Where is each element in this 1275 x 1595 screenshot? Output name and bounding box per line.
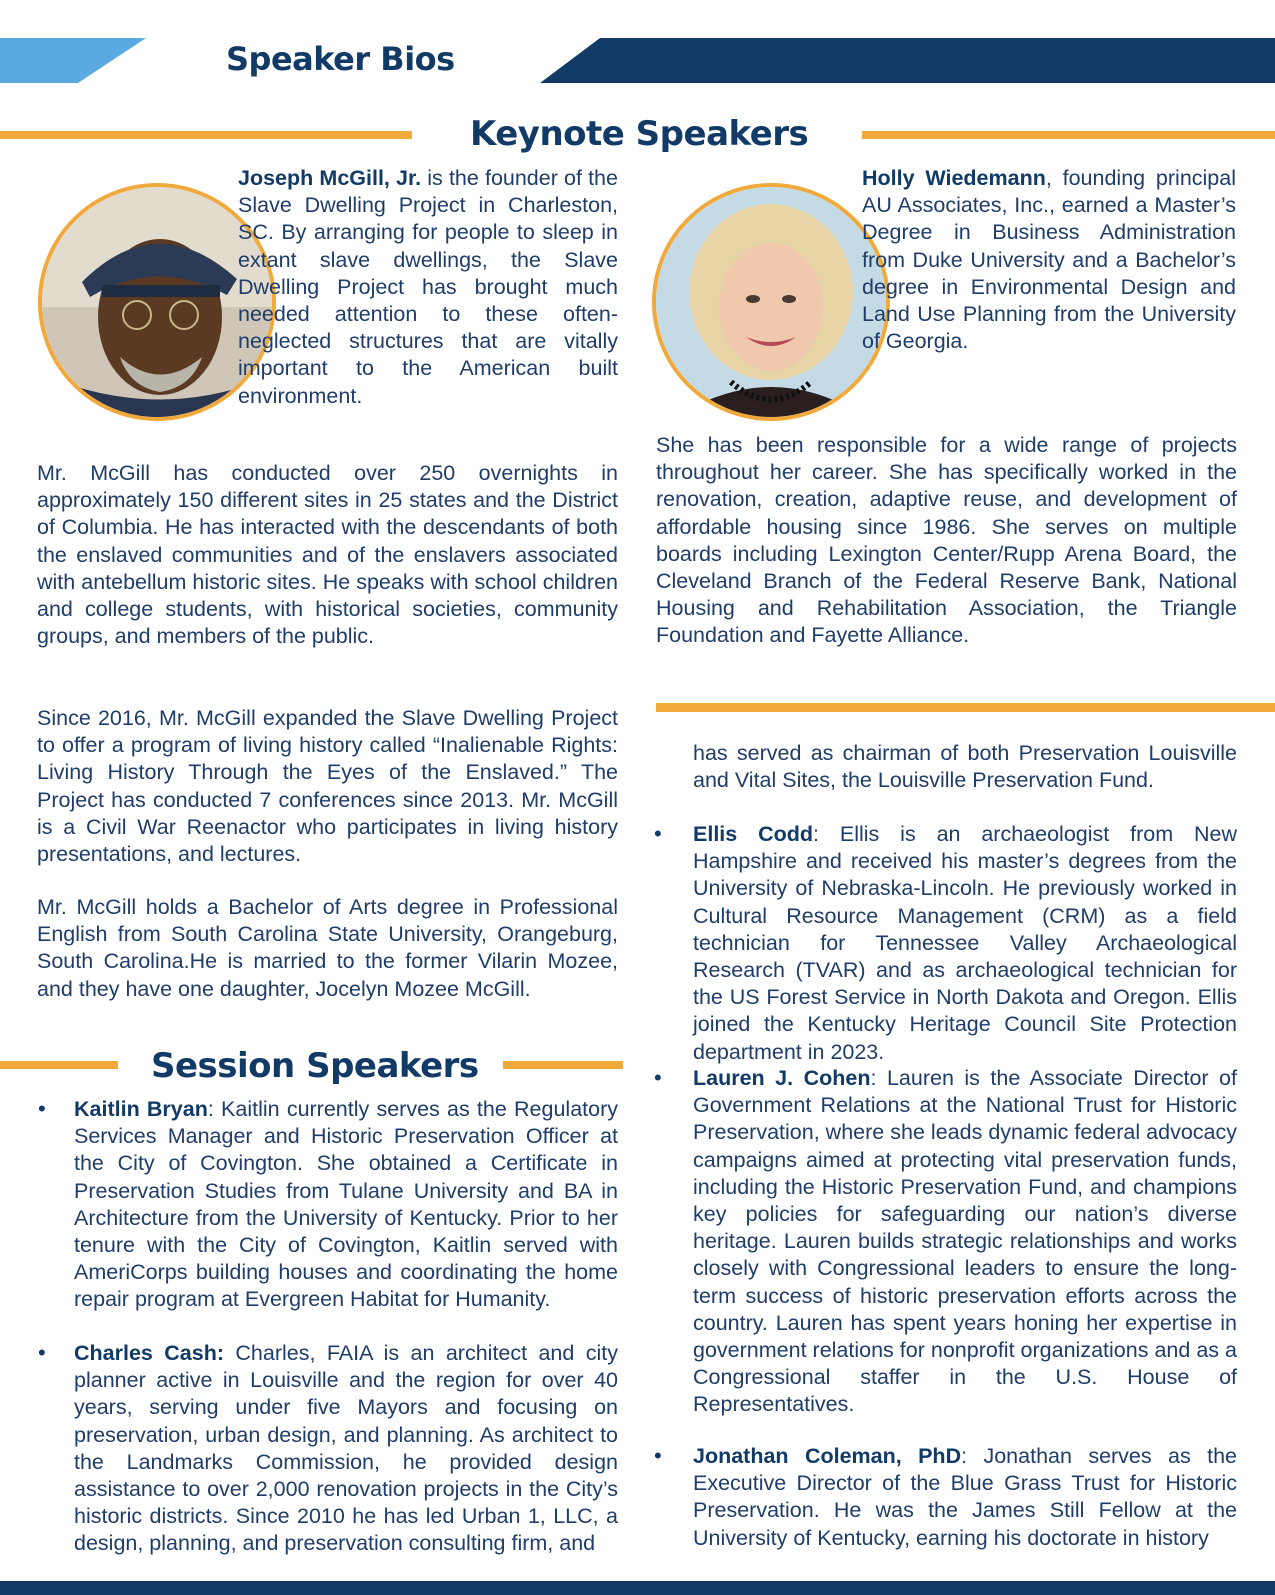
speaker-name: Jonathan Coleman, PhD	[693, 1444, 962, 1468]
speaker-sep: :	[870, 1066, 887, 1090]
mcgill-name: Joseph McGill, Jr.	[238, 166, 422, 190]
footer-band	[0, 1581, 1275, 1595]
speaker-bio: Jonathan serves as the Executive Director of the Blue Grass Trust for Historic Preservation. He was the James Still Fellow at the University of Kentucky, earning his doctorate in history	[693, 1444, 1237, 1550]
speaker-sep	[224, 1341, 235, 1365]
wiedemann-intro	[862, 165, 1236, 355]
speaker-name: Kaitlin Bryan	[74, 1097, 208, 1121]
wiedemann-intro-text: , founding principal AU Associates, Inc., earned a Master’s Degree in Business Administration from Duke University and a Bachelor’s degree in Environmental Design and Land Use Planning from the University of Georgia.	[862, 166, 1236, 354]
speaker-charles-cash-continued: has served as chairman of both Preservation Louisville and Vital Sites, the Louisville Preservation Fund.	[693, 741, 1237, 793]
header-light-blue-stripe	[0, 38, 146, 83]
speaker-ellis-codd	[693, 821, 1237, 1066]
keynote-rule-right	[862, 131, 1275, 139]
mcgill-intro-text: is the founder of the Slave Dwelling Project in Charleston, SC. By arranging for people to sleep in extant slave dwellings, the Slave Dwelling Project has brought much needed attention to these often-neglected structures that are vitally important to the American built environment.	[238, 166, 618, 408]
speaker-bio: Ellis is an archaeologist from New Hampshire and received his master’s degrees from the University of Nebraska-Lincoln. He previously worked in Cultural Resource Management (CRM) as a field technician for Tennessee Valley Archaeological Research (TVAR) and as archaeological technician for the US Forest Service in North Dakota and Oregon. Ellis joined the Kentucky Heritage Council Site Protection department in 2023.	[693, 822, 1237, 1064]
speaker-jonathan-coleman	[693, 1443, 1237, 1552]
speaker-name: Charles Cash:	[74, 1341, 224, 1365]
wiedemann-photo	[652, 183, 890, 421]
speaker-bio: Charles, FAIA is an architect and city planner active in Louisville and the region for over 40 years, serving under five Mayors and focusing on preservation, urban design, and planning. As architect to the Landmarks Commission, he provided design assistance to over 2,000 renovation projects in the City’s historic districts. Since 2010 he has led Urban 1, LLC, a design, planning, and preservation consulting firm, and	[74, 1341, 618, 1556]
speaker-kaitlin-bryan	[74, 1096, 618, 1314]
keynote-heading: Keynote Speakers	[470, 114, 809, 154]
keynote-rule-left	[0, 131, 412, 139]
mcgill-intro	[238, 165, 618, 410]
session-heading: Session Speakers	[151, 1046, 479, 1086]
wiedemann-paragraph-2: She has been responsible for a wide range of projects throughout her career. She has specifically worked in the renovation, creation, adaptive reuse, and development of affordable housing since 1986. She serves on multiple boards including Lexington Center/Rupp Arena Board, the Cleveland Branch of the Federal Reserve Bank, National Housing and Rehabilitation Association, the Triangle Foundation and Fayette Alliance.	[656, 433, 1237, 648]
wiedemann-name: Holly Wiedemann	[862, 166, 1046, 190]
speaker-sep: :	[961, 1444, 984, 1468]
speaker-name: Lauren J. Cohen	[693, 1066, 871, 1090]
session-rule-right	[503, 1061, 623, 1069]
bullet-kaitlin: •	[38, 1096, 46, 1121]
speaker-sep: :	[207, 1097, 222, 1121]
header-navy-stripe	[540, 38, 1275, 83]
session-rule-left	[0, 1061, 118, 1069]
page-title: Speaker Bios	[226, 40, 455, 78]
bullet-lauren: •	[654, 1065, 662, 1090]
speaker-lauren-cohen	[693, 1065, 1237, 1419]
bullet-ellis: •	[654, 821, 662, 846]
mcgill-paragraph-4: Mr. McGill holds a Bachelor of Arts degree in Professional English from South Carolina State University, Orangeburg, South Carolina.He is married to the former Vilarin Mozee, and they have one daughter, Jocelyn Mozee McGill.	[37, 895, 618, 1001]
speaker-name: Ellis Codd	[693, 822, 814, 846]
bullet-jonathan: •	[654, 1443, 662, 1468]
speaker-bio: Lauren is the Associate Director of Government Relations at the National Trust for Historic Preservation, where she leads dynamic federal advocacy campaigns aimed at protecting vital preservation funds, including the Historic Preservation Fund, and champions key policies for safeguarding our nation’s diverse heritage. Lauren builds strategic relationships and works closely with Congressional leaders to ensure the long-term success of historic preservation efforts across the country. Lauren has spent years honing her expertise in government relations for nonprofit organizations and as a Congressional staffer in the U.S. House of Representatives.	[693, 1066, 1237, 1417]
bullet-charles: •	[38, 1340, 46, 1365]
right-column-divider	[656, 703, 1275, 712]
speaker-sep: :	[813, 822, 840, 846]
header-band	[0, 0, 1275, 90]
speaker-bio: Kaitlin currently serves as the Regulatory Services Manager and Historic Preservation Officer at the City of Covington. She obtained a Certificate in Preservation Studies from Tulane University and BA in Architecture from the University of Kentucky. Prior to her tenure with the City of Covington, Kaitlin served with AmeriCorps building houses and coordinating the home repair program at Evergreen Habitat for Humanity.	[74, 1097, 618, 1312]
mcgill-paragraph-2: Mr. McGill has conducted over 250 overnights in approximately 150 different sites in 25 states and the District of Columbia. He has interacted with the descendants of both the enslaved communities and of the enslavers associated with antebellum historic sites. He speaks with school children and college students, with historical societies, community groups, and members of the public.	[37, 461, 618, 649]
mcgill-paragraph-3: Since 2016, Mr. McGill expanded the Slave Dwelling Project to offer a program of living history called “Inalienable Rights: Living History Through the Eyes of the Enslaved.” The Project has conducted 7 conferences since 2013. Mr. McGill is a Civil War Reenactor who participates in living history presentations, and lectures.	[37, 706, 618, 867]
speaker-charles-cash	[74, 1340, 618, 1558]
